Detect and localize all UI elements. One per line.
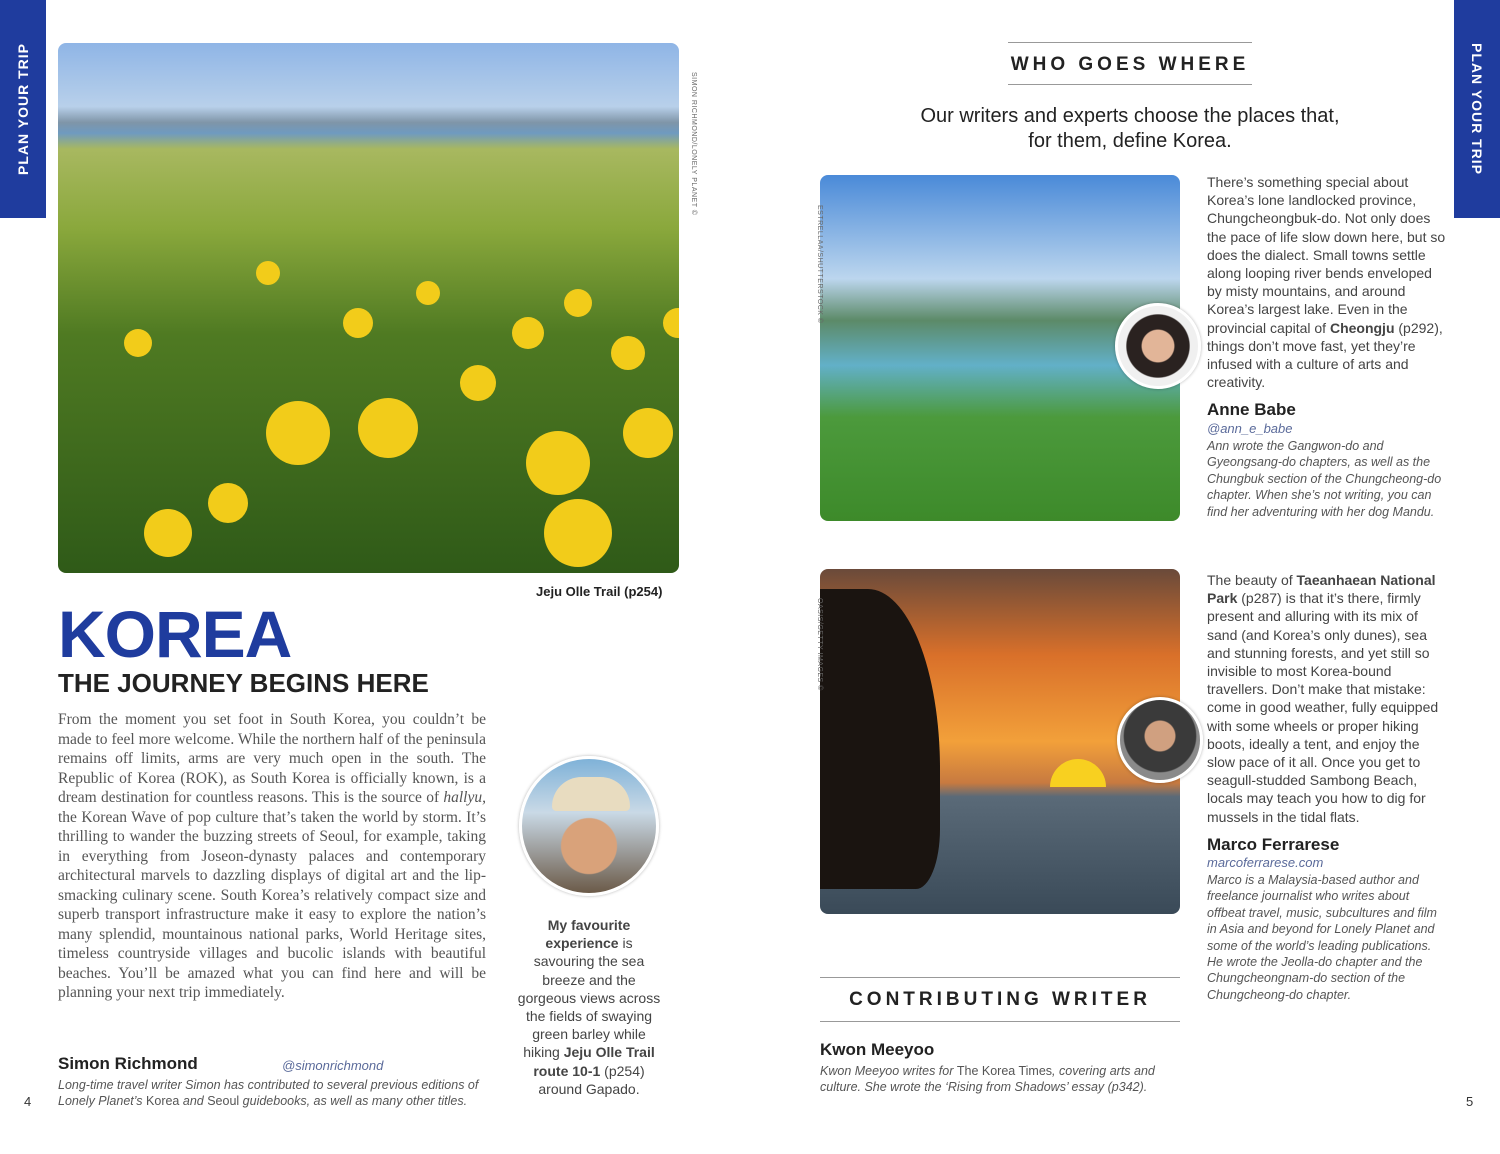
writer-handle[interactable]: marcoferrarese.com (1207, 855, 1324, 870)
section-intro: Our writers and experts choose the places that, for them, define Korea. (920, 105, 1340, 152)
page-subtitle: THE JOURNEY BEGINS HERE (58, 668, 429, 698)
page-number: 4 (24, 1094, 32, 1109)
writer-handle[interactable]: @ann_e_babe (1207, 421, 1293, 436)
writer-bio: Ann wrote the Gangwon-do and Gyeongsang-do chapters, as well as the Chungbuk section of the Chungcheong-do chapter. When she’s not writing, you can find her adventuring with her dog Mandu. (1207, 439, 1442, 519)
page-title: KOREA (58, 597, 292, 671)
plan-your-trip-tab-right[interactable] (1454, 0, 1500, 218)
intro-text: From the moment you set foot in South Korea, you couldn’t be made to feel more welcome. While the northern half of the peninsula remains off limits, arms are very much open in the south. The Republic of Korea (ROK), as South Korea is officially known, is a dream destination for countless reasons. This is the source of (58, 711, 486, 806)
contributing-writer-name: Kwon Meeyoo (820, 1040, 935, 1059)
favourite-experience: My favourite experience is savouring the sea breeze and the gorgeous views across the fields of swaying green barley while hiking Jeju Olle Trail route 10-1 (p254) around Gapado. (517, 917, 661, 1097)
photo-credit: ESTRELLAA/SHUTTERSTOCK © (816, 205, 823, 324)
photo-credit: SIMON RICHMOND/LONELY PLANET © (690, 72, 697, 216)
contributing-writer-heading: CONTRIBUTING WRITER (849, 989, 1151, 1010)
jeju-barley-field-photo (58, 43, 679, 573)
entry-text: There’s something special about Korea’s lone landlocked province, Chungcheongbuk-do. Not only does the pace of life slow down here, but so does the dialect. Small towns settle along looping river bends enveloped by misty mountains, and around Korea’s largest lake. Even in the provincial capital of Cheongju (p292), things don’t move fast, yet they’re infused with a culture of arts and creativity. (1207, 174, 1446, 391)
intro-paragraph (58, 710, 486, 1003)
simon-richmond-avatar (519, 756, 659, 896)
writer-name: Marco Ferrarese (1207, 835, 1340, 854)
marco-ferrarese-avatar (1117, 697, 1203, 783)
contributing-writer-bio: Kwon Meeyoo writes for The Korea Times, covering arts and culture. She wrote the ‘Rising from Shadows’ essay (p342). (820, 1064, 1155, 1095)
photo-caption: Jeju Olle Trail (p254) (536, 584, 663, 599)
tab-label: PLAN YOUR TRIP (1469, 43, 1485, 175)
writer-name: Anne Babe (1207, 400, 1296, 419)
writer-bio: Marco is a Malaysia-based author and freelance journalist who writes about offbeat travel, music, subcultures and film in Asia and beyond for Lonely Planet and some of the world’s leading publications. He wrote the Jeolla-do chapter and the Chungcheongnam-do section of the Chungcheong-do chapter. (1207, 873, 1437, 1002)
author-name: Simon Richmond (58, 1054, 198, 1073)
entry-text: The beauty of Taeanhaean National Park (p287) is that it’s there, firmly present and alluring with its mix of sand (and Korea’s only dunes), sea and stunning forests, and yet still so invisible to most Korea-bound travellers. Don’t make that mistake: come in good weather, fully equipped with some wheels or proper hiking boots, ideally a tent, and enjoy the slow pace of it all. Once you get to seagull-studded Sambong Beach, locals may teach you how to dig for mussels in the tidal flats. (1207, 572, 1439, 825)
photo-credit: OASIS/GETTY IMAGES © (816, 598, 823, 691)
author-bio: Long-time travel writer Simon has contributed to several previous editions of Lonely Planet’s Korea and Seoul guidebooks, as well as many other titles. (58, 1078, 479, 1109)
intro-italic: hallyu, (443, 789, 486, 806)
tab-label: PLAN YOUR TRIP (15, 43, 31, 175)
anne-babe-avatar (1115, 303, 1201, 389)
author-handle[interactable]: @simonrichmond (282, 1058, 384, 1073)
yellow-flowers-illustration (58, 43, 679, 573)
section-heading: WHO GOES WHERE (1010, 54, 1250, 75)
intro-text: the Korean Wave of pop culture that’s taken the world by storm. It’s thrilling to wander the buzzing streets of Seoul, for example, taking in everything from Joseon-dynasty palaces and contemporary architectural marvels to dazzling displays of digital art and the lip-smacking culinary scene. South Korea’s relatively compact size and superb transport infrastructure make it easy to explore the nation’s many splendid, mountainous national parks, World Heritage sites, timeless countryside villages and bucolic islands with beautiful beaches. You’ll be amazed what you can find here and will be planning your next trip immediately. (58, 808, 486, 1001)
page-number: 5 (1466, 1094, 1474, 1109)
plan-your-trip-tab-left[interactable] (0, 0, 46, 218)
